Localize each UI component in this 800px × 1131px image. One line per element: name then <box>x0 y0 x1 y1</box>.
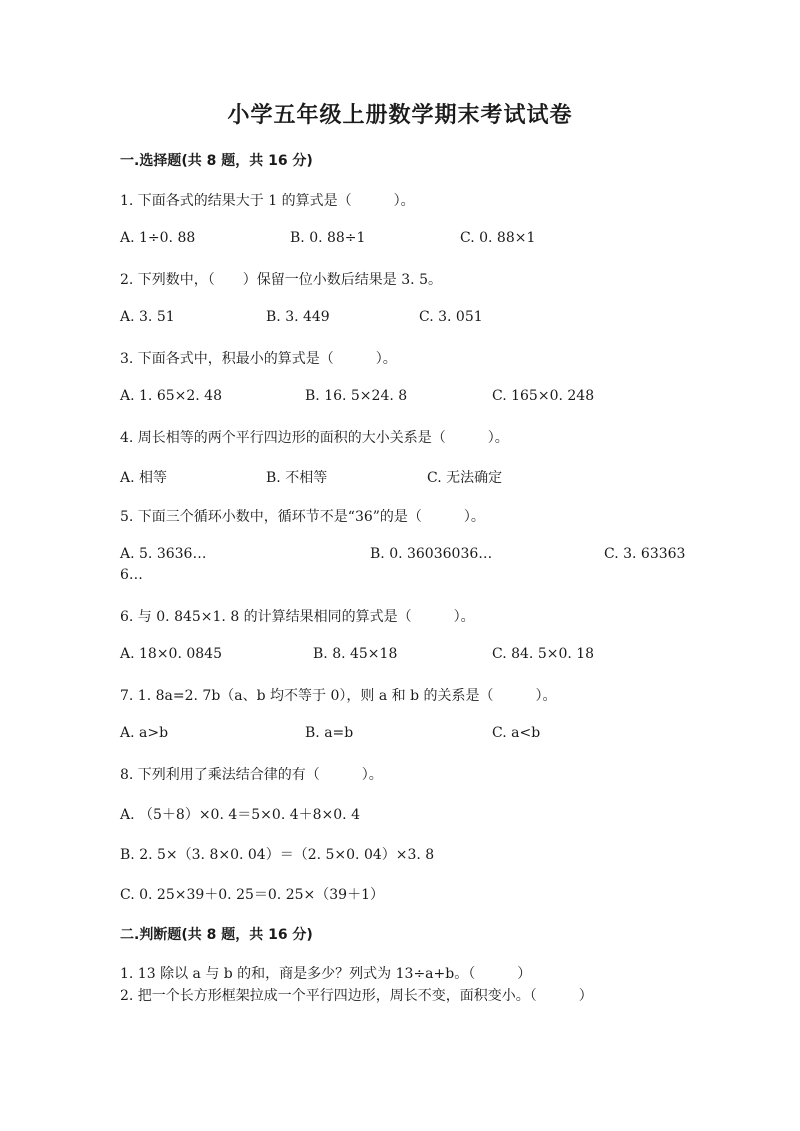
q2-option-c: C. 3. 051 <box>419 309 483 325</box>
q1-option-c: C. 0. 88×1 <box>460 230 536 246</box>
q8-option-b: B. 2. 5×（3. 8×0. 04）＝（2. 5×0. 04）×3. 8 <box>120 847 435 863</box>
question-2: 2. 下列数中，（ ）保留一位小数后结果是 3. 5。 <box>120 272 442 288</box>
q4-option-a: A. 相等 <box>120 470 168 486</box>
q5-option-a: A. 5. 3636… <box>120 546 207 562</box>
q4-option-b: B. 不相等 <box>266 470 328 486</box>
q7-option-b: B. a=b <box>305 725 354 741</box>
q2-option-a: A. 3. 51 <box>120 309 175 325</box>
q8-option-a: A. （5＋8）×0. 4＝5×0. 4＋8×0. 4 <box>120 807 360 823</box>
question-4: 4. 周长相等的两个平行四边形的面积的大小关系是（ ）。 <box>120 430 509 446</box>
q1-option-a: A. 1÷0. 88 <box>120 230 196 246</box>
q5-option-b: B. 0. 36036036… <box>370 546 493 562</box>
q5-option-c-wrap: 6… <box>120 567 143 583</box>
question-7: 7. 1. 8a=2. 7b（a、b 均不等于 0），则 a 和 b 的关系是（ ）。 <box>120 688 557 704</box>
question-3: 3. 下面各式中，积最小的算式是（ ）。 <box>120 351 397 367</box>
q6-option-b: B. 8. 45×18 <box>313 646 398 662</box>
page-title: 小学五年级上册数学期末考试试卷 <box>227 103 573 128</box>
question-8: 8. 下列利用了乘法结合律的有（ ）。 <box>120 767 383 783</box>
q3-option-a: A. 1. 65×2. 48 <box>120 388 222 404</box>
q5-option-c: C. 3. 63363 <box>604 546 686 562</box>
q3-option-c: C. 165×0. 248 <box>492 388 595 404</box>
question-1: 1. 下面各式的结果大于 1 的算式是（ ）。 <box>120 193 415 209</box>
question-5: 5. 下面三个循环小数中，循环节不是“36”的是（ ）。 <box>120 509 485 525</box>
q6-option-a: A. 18×0. 0845 <box>120 646 222 662</box>
section-heading-true-false: 二.判断题(共 8 题，共 16 分) <box>120 927 313 943</box>
section-heading-multiple-choice: 一.选择题(共 8 题，共 16 分) <box>120 153 313 169</box>
q2-option-b: B. 3. 449 <box>266 309 330 325</box>
q3-option-b: B. 16. 5×24. 8 <box>305 388 408 404</box>
tf-question-1: 1. 13 除以 a 与 b 的和，商是多少？列式为 13÷a+b。（ ） <box>120 966 532 982</box>
tf-question-2: 2. 把一个长方形框架拉成一个平行四边形，周长不变，面积变小。（ ） <box>120 988 593 1004</box>
q1-option-b: B. 0. 88÷1 <box>290 230 366 246</box>
q6-option-c: C. 84. 5×0. 18 <box>492 646 595 662</box>
question-6: 6. 与 0. 845×1. 8 的计算结果相同的算式是（ ）。 <box>120 609 475 625</box>
q8-option-c: C. 0. 25×39＋0. 25＝0. 25×（39＋1） <box>120 887 384 903</box>
q7-option-c: C. a<b <box>492 725 541 741</box>
q4-option-c: C. 无法确定 <box>427 470 503 486</box>
q7-option-a: A. a>b <box>120 725 169 741</box>
